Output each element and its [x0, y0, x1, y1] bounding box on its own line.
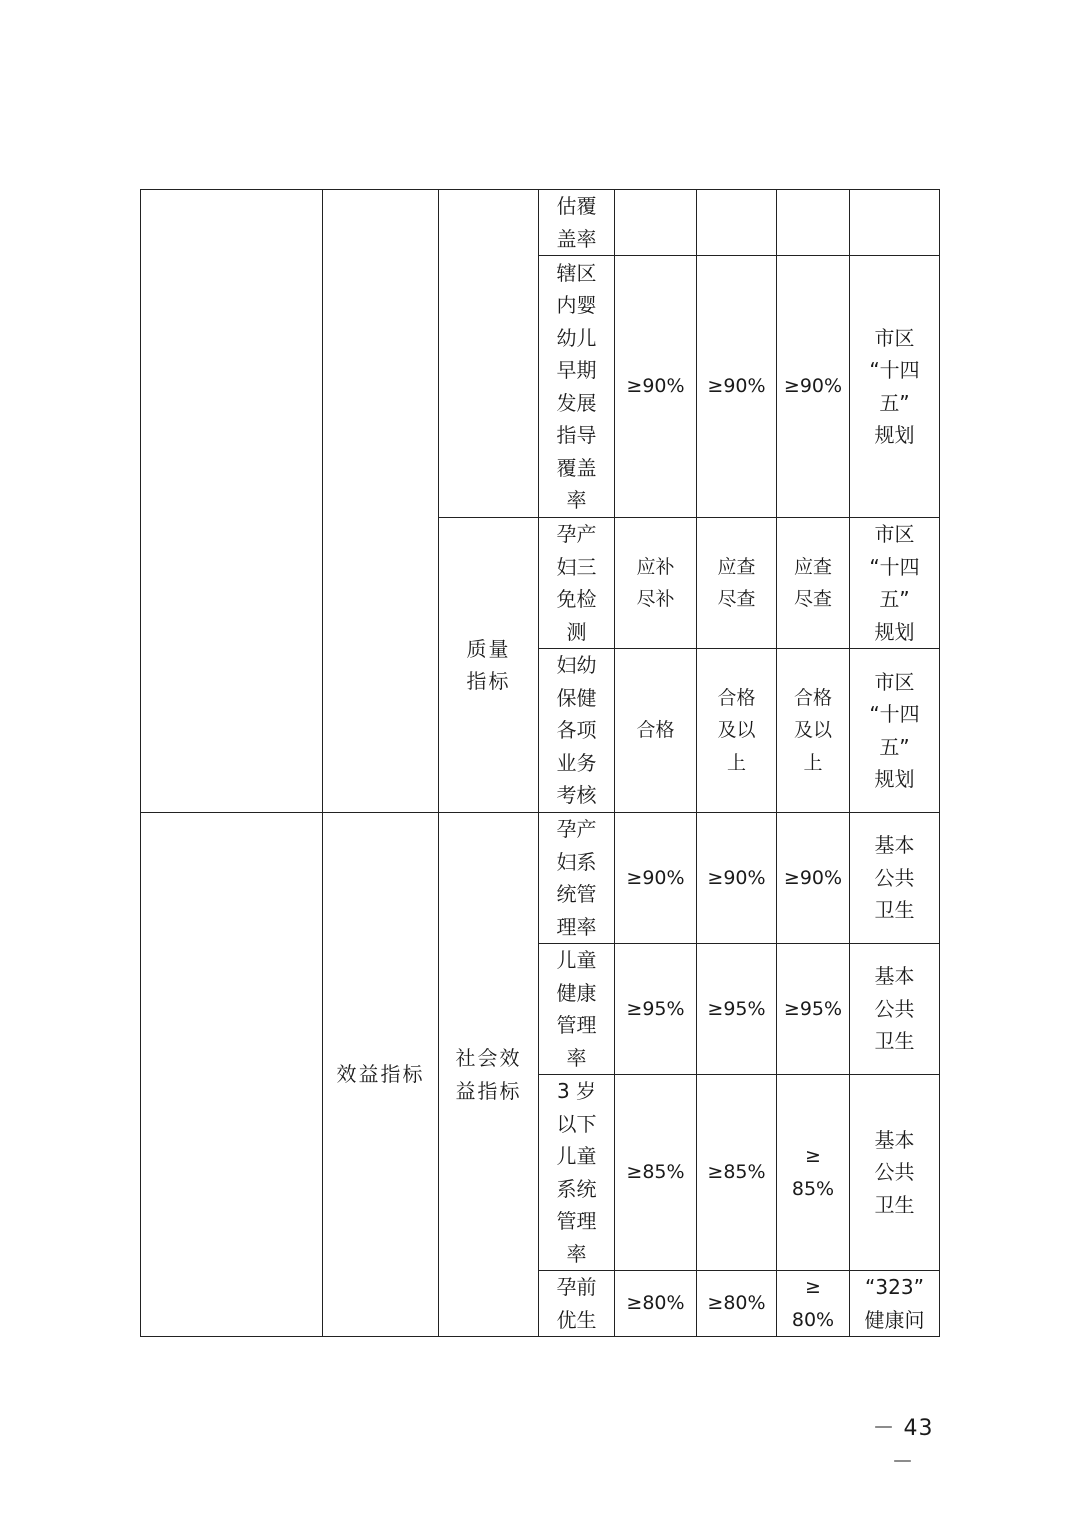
value-cell-2: ≥90%: [697, 813, 777, 944]
level1-indicator-cell-empty: [141, 813, 323, 1337]
value-cell-2: 合格 及以 上: [697, 649, 777, 813]
value-cell-1: ≥90%: [615, 813, 697, 944]
value-cell-3: ≥ 85%: [777, 1075, 850, 1271]
performance-indicator-table: [140, 189, 940, 1337]
value-cell-2: 应查 尽查: [697, 518, 777, 649]
basis-cell: [850, 190, 940, 256]
level2-indicator-cell-empty: [323, 190, 439, 813]
level1-indicator-cell-empty: [141, 190, 323, 813]
indicator-name-cell: 儿童 健康 管理 率: [539, 944, 615, 1075]
indicator-name-cell: 孕前 优生: [539, 1271, 615, 1337]
basis-cell: 基本 公共 卫生: [850, 1075, 940, 1271]
quality-indicator-group: 质量 指标: [439, 518, 539, 813]
value-cell-3: ≥90%: [777, 256, 850, 518]
table-row: [141, 190, 940, 256]
value-cell-3: ≥ 80%: [777, 1271, 850, 1337]
value-cell-3: ≥90%: [777, 813, 850, 944]
basis-cell: “323” 健康问: [850, 1271, 940, 1337]
value-cell-1: 合格: [615, 649, 697, 813]
value-cell-1: ≥85%: [615, 1075, 697, 1271]
value-cell-2: ≥90%: [697, 256, 777, 518]
indicator-name-cell: 孕产 妇三 免检 测: [539, 518, 615, 649]
basis-cell: 市区 “十四 五” 规划: [850, 649, 940, 813]
basis-cell: 市区 “十四 五” 规划: [850, 256, 940, 518]
value-cell-2: ≥85%: [697, 1075, 777, 1271]
value-cell-2: [697, 190, 777, 256]
value-cell-1: ≥80%: [615, 1271, 697, 1337]
value-cell-3: 合格 及以 上: [777, 649, 850, 813]
social-benefit-indicator-group: 社会效 益指标: [439, 813, 539, 1337]
page-number: － 43 －: [872, 1416, 934, 1475]
table-row: [141, 813, 940, 944]
indicator-name-cell: 孕产 妇系 统管 理率: [539, 813, 615, 944]
value-cell-1: [615, 190, 697, 256]
indicator-name-cell: 估覆 盖率: [539, 190, 615, 256]
level3-quantity-cell: [439, 190, 539, 518]
indicator-name-cell: 3 岁 以下 儿童 系统 管理 率: [539, 1075, 615, 1271]
indicator-name-cell: 辖区 内婴 幼儿 早期 发展 指导 覆盖 率: [539, 256, 615, 518]
basis-cell: 市区 “十四 五” 规划: [850, 518, 940, 649]
value-cell-3: 应查 尽查: [777, 518, 850, 649]
value-cell-1: 应补 尽补: [615, 518, 697, 649]
value-cell-2: ≥95%: [697, 944, 777, 1075]
basis-cell: 基本 公共 卫生: [850, 813, 940, 944]
value-cell-3: ≥95%: [777, 944, 850, 1075]
value-cell-1: ≥95%: [615, 944, 697, 1075]
value-cell-3: [777, 190, 850, 256]
benefit-indicator-group: 效益指标: [323, 813, 439, 1337]
basis-cell: 基本 公共 卫生: [850, 944, 940, 1075]
value-cell-2: ≥80%: [697, 1271, 777, 1337]
value-cell-1: ≥90%: [615, 256, 697, 518]
indicator-name-cell: 妇幼 保健 各项 业务 考核: [539, 649, 615, 813]
